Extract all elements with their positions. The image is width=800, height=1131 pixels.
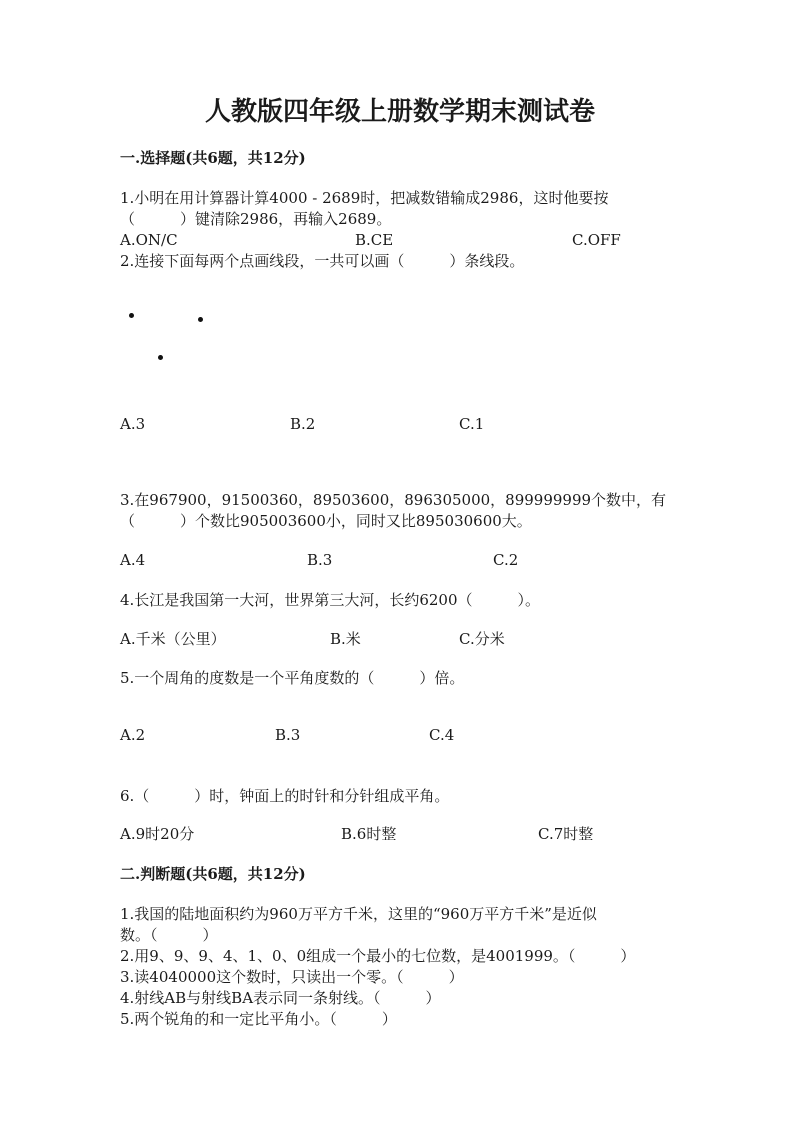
section-heading-choice: 一.选择题(共6题，共12分) xyxy=(120,149,306,167)
question-4-option-b: B.米 xyxy=(330,630,361,648)
judgement-3-text: 3.读4040000这个数时，只读出一个零。（ ） xyxy=(120,968,464,986)
question-1-option-a: A.ON/C xyxy=(120,231,178,249)
question-3-option-a: A.4 xyxy=(120,551,146,569)
section-heading-judgement: 二.判断题(共6题，共12分) xyxy=(120,865,306,883)
question-3-option-c: C.2 xyxy=(493,551,519,569)
question-3-option-b: B.3 xyxy=(307,551,333,569)
question-3-text: 3.在967900，91500360，89503600，896305000，899999999个数中，有 xyxy=(120,491,667,509)
question-1-text: 1.小明在用计算器计算4000 - 2689时，把减数错输成2986，这时他要按 xyxy=(120,189,609,207)
question-1-text-cont: （ ）键清除2986，再输入2689。 xyxy=(120,210,392,228)
question-5-option-b: B.3 xyxy=(275,726,301,744)
question-2-option-c: C.1 xyxy=(459,415,485,433)
question-4-option-a: A.千米（公里） xyxy=(120,630,226,648)
judgement-2-text: 2.用9、9、9、4、1、0、0组成一个最小的七位数，是4001999。（ ） xyxy=(120,947,636,965)
question-5-option-a: A.2 xyxy=(120,726,146,744)
point-dot xyxy=(158,355,163,360)
page-title: 人教版四年级上册数学期末测试卷 xyxy=(204,97,595,127)
question-6-option-a: A.9时20分 xyxy=(120,825,195,843)
judgement-5-text: 5.两个锐角的和一定比平角小。（ ） xyxy=(120,1010,397,1028)
question-2-option-a: A.3 xyxy=(120,415,146,433)
question-6-option-c: C.7时整 xyxy=(538,825,594,843)
point-dot xyxy=(198,317,203,322)
question-1-option-c: C.OFF xyxy=(572,231,621,249)
question-5-text: 5.一个周角的度数是一个平角度数的（ ）倍。 xyxy=(120,669,465,687)
question-3-text-cont: （ ）个数比905003600小，同时又比895030600大。 xyxy=(120,512,532,530)
judgement-4-text: 4.射线AB与射线BA表示同一条射线。（ ） xyxy=(120,989,441,1007)
question-2-text: 2.连接下面每两个点画线段，一共可以画（ ）条线段。 xyxy=(120,252,525,270)
point-dot xyxy=(129,313,134,318)
question-1-option-b: B.CE xyxy=(355,231,394,249)
question-4-option-c: C.分米 xyxy=(459,630,505,648)
judgement-1-text: 1.我国的陆地面积约为960万平方千米，这里的“960万平方千米”是近似 xyxy=(120,905,597,923)
question-2-option-b: B.2 xyxy=(290,415,316,433)
judgement-1-text-cont: 数。（ ） xyxy=(120,926,218,944)
question-6-option-b: B.6时整 xyxy=(341,825,397,843)
question-5-option-c: C.4 xyxy=(429,726,455,744)
question-6-text: 6.（ ）时，钟面上的时针和分针组成平角。 xyxy=(120,787,450,805)
question-4-text: 4.长江是我国第一大河，世界第三大河，长约6200（ ）。 xyxy=(120,591,540,609)
